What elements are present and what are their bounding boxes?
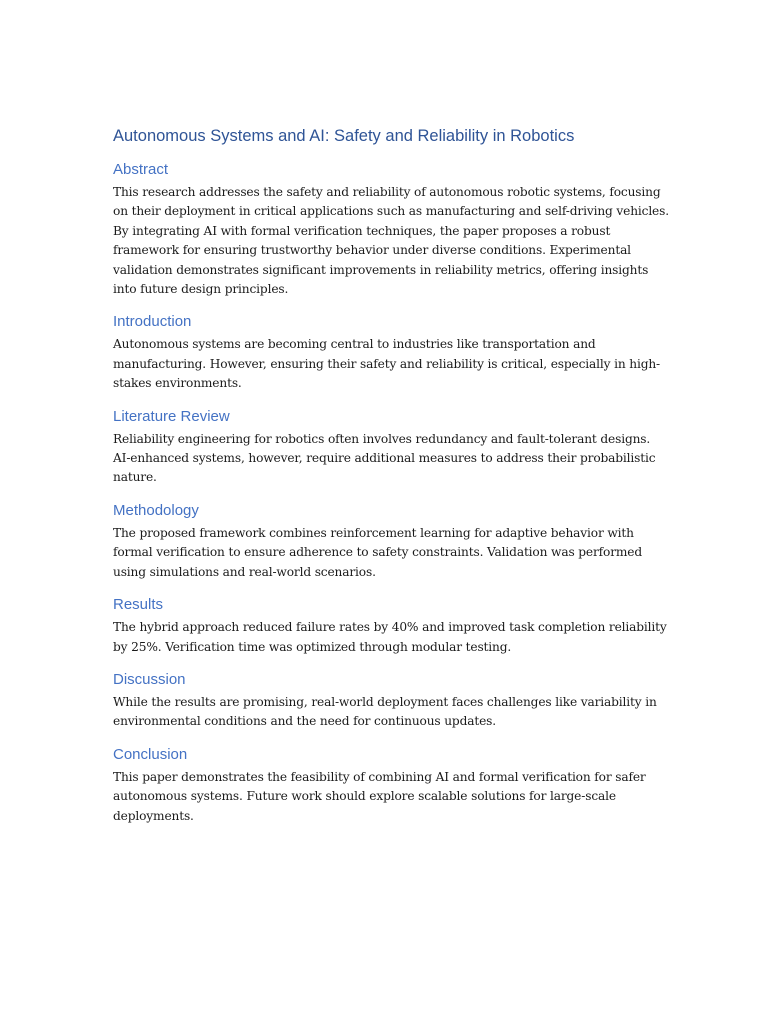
text-line: using simulations and real-world scenarios. bbox=[113, 564, 376, 579]
text-line: stakes environments. bbox=[113, 376, 242, 391]
text-line: deployments. bbox=[113, 808, 194, 823]
section-body-results bbox=[113, 618, 667, 657]
document-title: Autonomous Systems and AI: Safety and Reliability in Robotics bbox=[113, 127, 575, 145]
section-heading-introduction: Introduction bbox=[113, 313, 192, 331]
text-line: validation demonstrates significant improvements in reliability metrics, offering insights bbox=[113, 262, 649, 277]
text-line: Reliability engineering for robotics often involves redundancy and fault-tolerant designs. bbox=[113, 431, 651, 446]
text-line: manufacturing. However, ensuring their safety and reliability is critical, especially in high- bbox=[113, 356, 661, 371]
text-line: While the results are promising, real-world deployment faces challenges like variability in bbox=[113, 694, 657, 709]
text-line: By integrating AI with formal verification techniques, the paper proposes a robust bbox=[113, 223, 611, 238]
section-body-introduction bbox=[113, 335, 663, 393]
text-line: This research addresses the safety and reliability of autonomous robotic systems, focusing bbox=[113, 185, 661, 199]
section-heading-abstract: Abstract bbox=[113, 161, 169, 178]
text-line: AI-enhanced systems, however, require additional measures to address their probabilistic bbox=[113, 451, 656, 466]
text-line: formal verification to ensure adherence to safety constraints. Validation was performed bbox=[113, 545, 643, 560]
text-line: framework for ensuring trustworthy behavior under diverse conditions. Experimental bbox=[113, 243, 631, 258]
text-line: by 25%. Verification time was optimized through modular testing. bbox=[113, 639, 512, 654]
section-body-abstract bbox=[113, 183, 669, 299]
section-body-methodology bbox=[113, 524, 663, 582]
text-line: on their deployment in critical applications such as manufacturing and self-driving vehicles. bbox=[113, 204, 669, 219]
text-line: The hybrid approach reduced failure rates by 40% and improved task completion reliability bbox=[113, 620, 667, 635]
text-line: autonomous systems. Future work should explore scalable solutions for large-scale bbox=[113, 789, 616, 804]
text-line: environmental conditions and the need for continuous updates. bbox=[113, 714, 496, 729]
section-body-literature-review bbox=[113, 430, 663, 488]
section-heading-discussion: Discussion bbox=[113, 670, 186, 688]
section-heading-literature-review: Literature Review bbox=[113, 407, 230, 425]
text-line: This paper demonstrates the feasibility of combining AI and formal verification for safer bbox=[113, 769, 646, 784]
section-body-discussion bbox=[113, 693, 663, 732]
document-sections bbox=[113, 160, 669, 826]
section-body-conclusion bbox=[113, 768, 663, 826]
text-line: Autonomous systems are becoming central to industries like transportation and bbox=[113, 337, 596, 352]
section-heading-results: Results bbox=[113, 596, 164, 614]
text-line: nature. bbox=[113, 470, 157, 485]
section-heading-methodology: Methodology bbox=[113, 501, 199, 519]
text-line: into future design principles. bbox=[113, 282, 289, 297]
document-page bbox=[113, 126, 669, 839]
section-heading-conclusion: Conclusion bbox=[113, 745, 188, 763]
text-line: The proposed framework combines reinforcement learning for adaptive behavior with bbox=[113, 525, 634, 540]
